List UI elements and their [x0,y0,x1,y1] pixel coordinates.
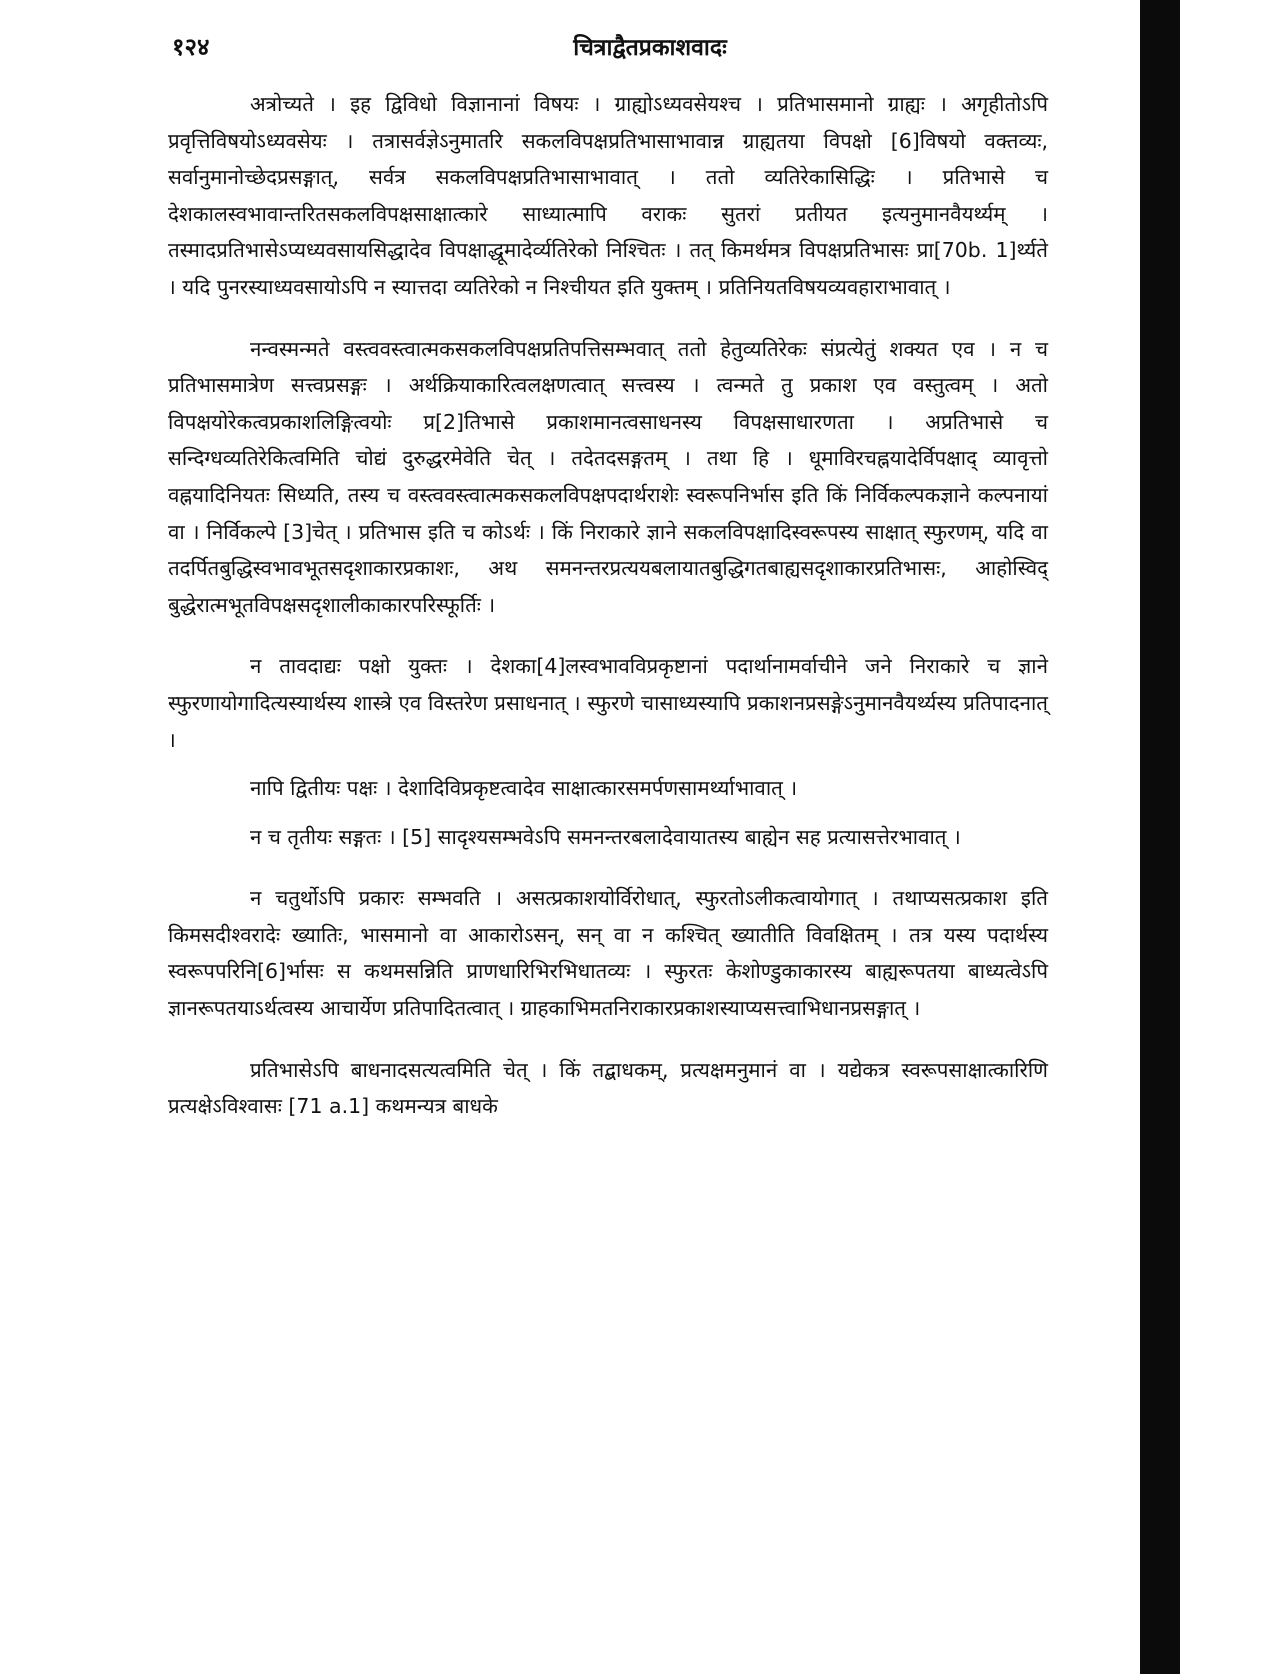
paragraph-2: नन्वस्मन्मते वस्त्ववस्त्वात्मकसकलविपक्षप्रतिपत्तिसम्भवात् ततो हेतुव्यतिरेकः संप्रत्येतुं शक्यत एव । न च प्रतिभासमात्रेण सत्त्वप्रसङ्गः । अर्थक्रियाकारित्वलक्षणत्वात् सत्त्वस्य । त्वन्मते तु प्रकाश एव वस्तुत्वम् । अतो विपक्षयोरेकत्वप्रकाशलिङ्गित्वयोः प्र[2]तिभासे प्रकाशमानत्वसाधनस्य विपक्षसाधारणता । अप्रतिभासे च सन्दिग्धव्यतिरेकित्वमिति चोद्यं दुरुद्धरमेवेति चेत् । तदेतदसङ्गतम् । तथा हि । धूमाविरचह्नयादेर्विपक्षाद् व्यावृत्तो वह्नयादिनियतः सिध्यति, तस्य च वस्त्ववस्त्वात्मकसकलविपक्षपदार्थराशेः स्वरूपनिर्भास इति किं निर्विकल्पकज्ञाने कल्पनायां वा । निर्विकल्पे [3]चेत् । प्रतिभास इति च कोऽर्थः । किं निराकारे ज्ञाने सकलविपक्षादिस्वरूपस्य साक्षात् स्फुरणम्, यदि वा तदर्पितबुद्धिस्वभावभूतसदृशाकारप्रकाशः, अथ समनन्तरप्रत्ययबलायातबुद्धिगतबाह्यसदृशाकारप्रतिभासः, आहोस्विद् बुद्धेरात्मभूतविपक्षसदृशालीकाकारपरिस्फूर्तिः । [168,336,1048,617]
paragraph-7: प्रतिभासेऽपि बाधनादसत्यत्वमिति चेत् । किं तद्बाधकम्, प्रत्यक्षमनुमानं वा । यद्येकत्र स्वरूपसाक्षात्कारिणि प्रत्यक्षेऽविश्वासः [71 a.1] कथमन्यत्र बाधके [168,1057,1048,1119]
paragraph-6: न चतुर्थोऽपि प्रकारः सम्भवति । असत्प्रकाशयोर्विरोधात्, स्फुरतोऽलीकत्वायोगात् । तथाप्यसत्प्रकाश इति किमसदीश्वरादेः ख्यातिः, भासमानो वा आकारोऽसन्, सन् वा न कश्चित् ख्यातीति विवक्षितम् । तत्र यस्य पदार्थस्य स्वरूपपरिनि[6]र्भासः स कथमसन्निति प्राणधारिभिरभिधातव्यः । स्फुरतः केशोण्डुकाकारस्य बाह्यरूपतया बाध्यत्वेऽपि ज्ञानरूपतयाऽर्थत्वस्य आचार्येण प्रतिपादितत्वात् । ग्राहकाभिमतनिराकारप्रकाशस्याप्यसत्त्वाभिधानप्रसङ्गात् । [168,886,1048,1021]
body-text [168,86,1048,1150]
paragraph-1: अत्रोच्यते । इह द्विविधो विज्ञानानां विषयः । ग्राह्योऽध्यवसेयश्च । प्रतिभासमानो ग्राह्यः । अगृहीतोऽपि प्रवृत्तिविषयोऽध्यवसेयः । तत्रासर्वज्ञेऽनुमातरि सकलविपक्षप्रतिभासाभावान्न ग्राह्यतया विपक्षो [6]विषयो वक्तव्यः, सर्वानुमानोच्छेदप्रसङ्गात्, सर्वत्र सकलविपक्षप्रतिभासाभावात् । ततो व्यतिरेकासिद्धिः । प्रतिभासे च देशकालस्वभावान्तरितसकलविपक्षसाक्षात्कारे साध्यात्मापि वराकः सुतरां प्रतीयत इत्यनुमानवैयर्थ्यम् । तस्मादप्रतिभासेऽप्यध्यवसायसिद्धादेव विपक्षाद्धूमादेर्व्यतिरेको निश्चितः । तत् किमर्थमत्र विपक्षप्रतिभासः प्रा[70b. 1]र्थ्यते । यदि पुनरस्याध्यवसायोऽपि न स्यात्तदा व्यतिरेको न निश्चीयत इति युक्तम् । प्रतिनियतविषयव्यवहाराभावात् । [168,92,1048,299]
running-title: चित्राद्वैतप्रकाशवादः [573,35,727,61]
page-header [0,30,1060,70]
page-number: १२४ [172,33,210,61]
paragraph-5: न च तृतीयः सङ्गतः । [5] सादृश्यसम्भवेऽपि समनन्तरबलादेवायातस्य बाह्येन सह प्रत्यासत्तेरभावात् । [250,824,961,849]
paragraph-3: न तावदाद्यः पक्षो युक्तः । देशका[4]लस्वभावविप्रकृष्टानां पदार्थानामर्वाचीने जने निराकारे च ज्ञाने स्फुरणायोगादित्यस्यार्थस्य शास्त्रे एव विस्तरेण प्रसाधनात् । स्फुरणे चासाध्यस्यापि प्रकाशनप्रसङ्गेऽनुमानवैयर्थ्यस्य प्रतिपादनात् । [168,654,1048,752]
paragraph-4: नापि द्वितीयः पक्षः । देशादिविप्रकृष्टत्वादेव साक्षात्कारसमर्पणसामर्थ्याभावात् । [250,776,798,801]
scan-edge-shadow [1140,0,1180,1674]
